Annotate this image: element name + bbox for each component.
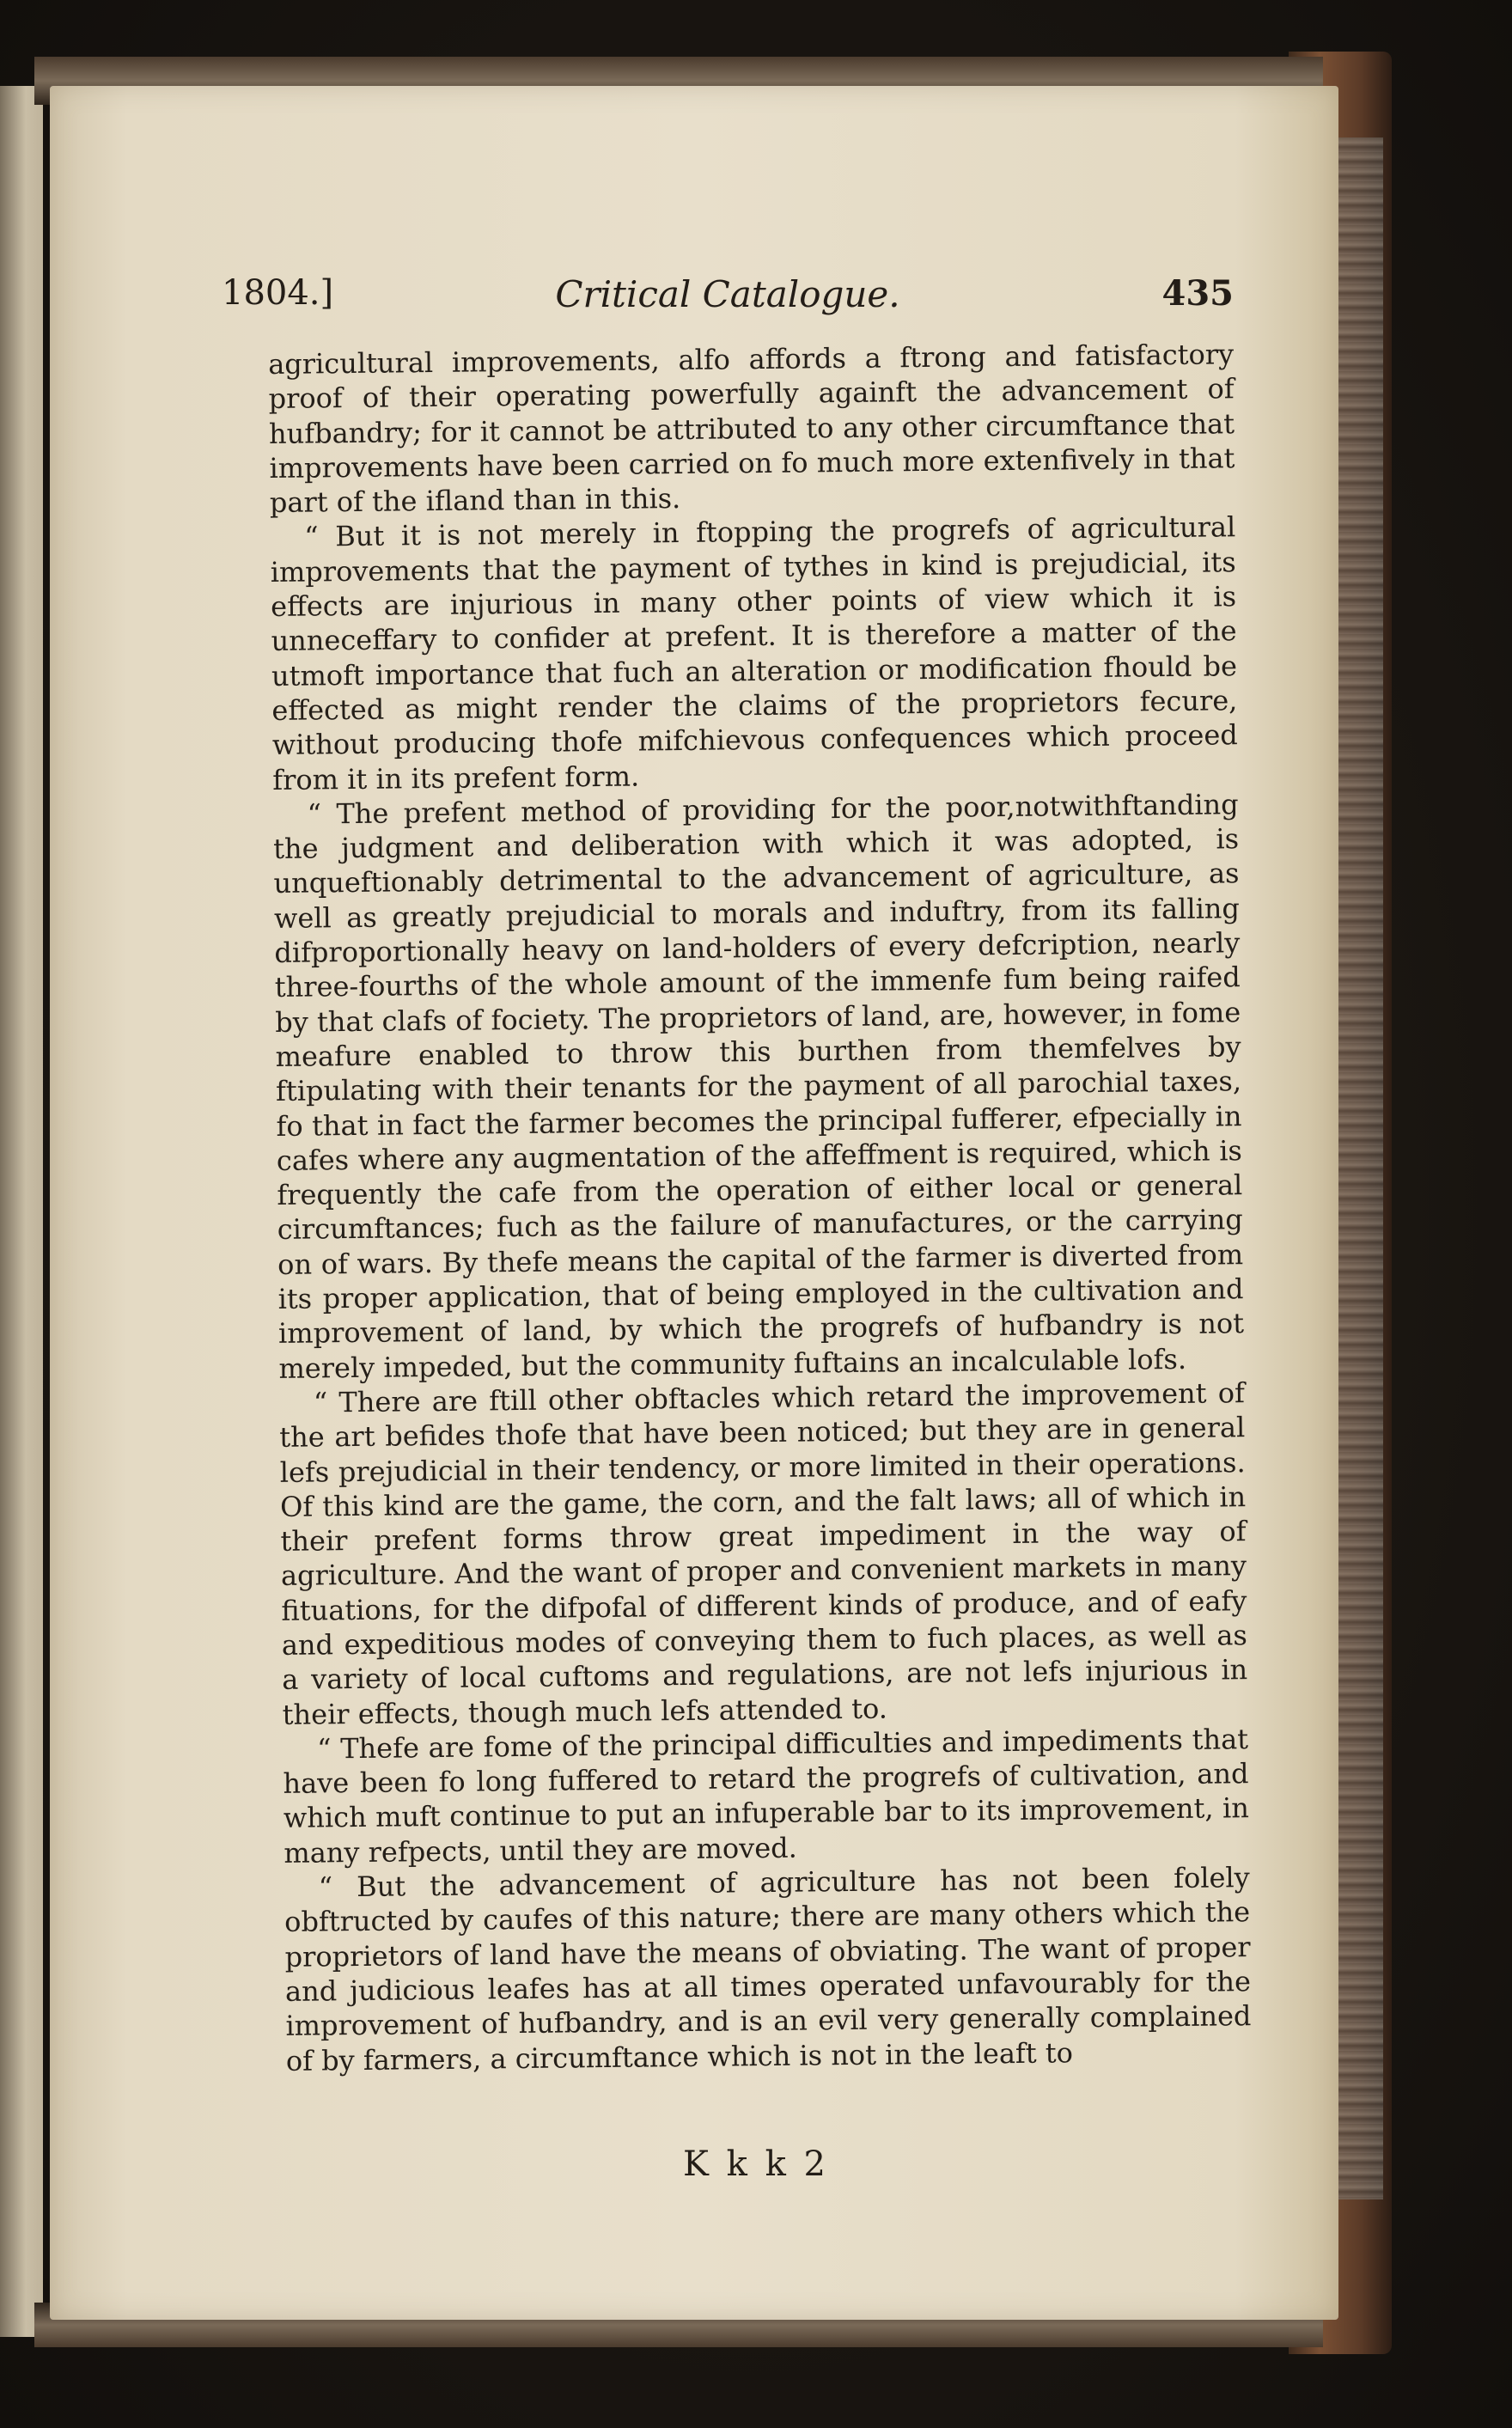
paragraph: “ Thefe are fome of the principal difficulties and impediments that have been fo long fuffered to retard the progrefs of cultivation, and which muft continue to put an infuperable bar to its improvement, in many refpects, until they are moved. xyxy=(283,1723,1250,1870)
page-body xyxy=(268,337,1252,2078)
paragraph: “ There are ftill other obftacles which retard the improvement of the art befides thofe that have been noticed; but they are in general lefs prejudicial in their tendency, or more limited in their operations. Of this kind are the game, the corn, and the falt laws; all of which in their prefent forms throw great impediment in the way of agriculture. And the want of proper and convenient markets in many fituations, for the difpofal of different kinds of produce, and of eafy and expeditious modes of conveying them to fuch places, as well as a variety of local cuftoms and regulations, are not lefs injurious in their effects, though much lefs attended to. xyxy=(279,1376,1248,1731)
header-running-title: Critical Catalogue. xyxy=(555,273,900,315)
facing-page-edge xyxy=(0,86,43,2337)
header-year: 1804.] xyxy=(222,273,334,313)
paragraph: “ But it is not merely in ftopping the progrefs of agricultural improvements that the payment of tythes in kind is prejudicial, its effects are injurious in many other points of view which it is unneceffary to confider at prefent. It is therefore a matter of the utmoft importance that fuch an alteration or modification fhould be effected as might render the claims of the proprietors fecure, without producing thofe mifchievous confequences which proceed from it in its prefent form. xyxy=(270,510,1238,796)
paragraph: “ But the advancement of agriculture has not been folely obftructed by caufes of this nature; there are many others which the proprietors of land have the means of obviating. The want of proper and judicious leafes has at all times operated unfavourably for the improvement of hufbandry, and is an evil very generally complained of by farmers, a circumftance which is not in the leaft to xyxy=(284,1861,1252,2077)
paragraph: “ The prefent method of providing for the poor,notwithftanding the judgment and deliberation with which it was adopted, is unqueftionably detrimental to the advancement of agriculture, as well as greatly prejudicial to morals and induftry, from its falling difproportionally heavy on land-holders of every defcription, nearly three-fourths of the whole amount of the immenfe fum being raifed by that clafs of fociety. The proprietors of land, are, however, in fome meafure enabled to throw this burthen from themfelves by ftipulating with their tenants for the payment of all parochial taxes, fo that in fact the farmer becomes the principal fufferer, efpecially in cafes where any augmentation of the affeffment is required, which is frequently the cafe from the operation of either local or general circumftances; fuch as the failure of manufactures, or the carrying on of wars. By thefe means the capital of the farmer is diverted from its proper application, that of being employed in the cultivation and improvement of land, by which the progrefs of hufbandry is not merely impeded, but the community fuftains an incalculable lofs. xyxy=(272,788,1245,1385)
header-page-number: 435 xyxy=(1161,273,1234,314)
running-header xyxy=(222,273,1234,325)
paragraph: agricultural improvements, alfo affords a ftrong and fatisfactory proof of their operating powerfully againft the advancement of hufbandry; for it cannot be attributed to any other circumftance that improvements have been carried on fo much more extenfively in that part of the ifland than in this. xyxy=(268,338,1235,520)
signature-mark: K k k 2 xyxy=(683,2144,829,2184)
